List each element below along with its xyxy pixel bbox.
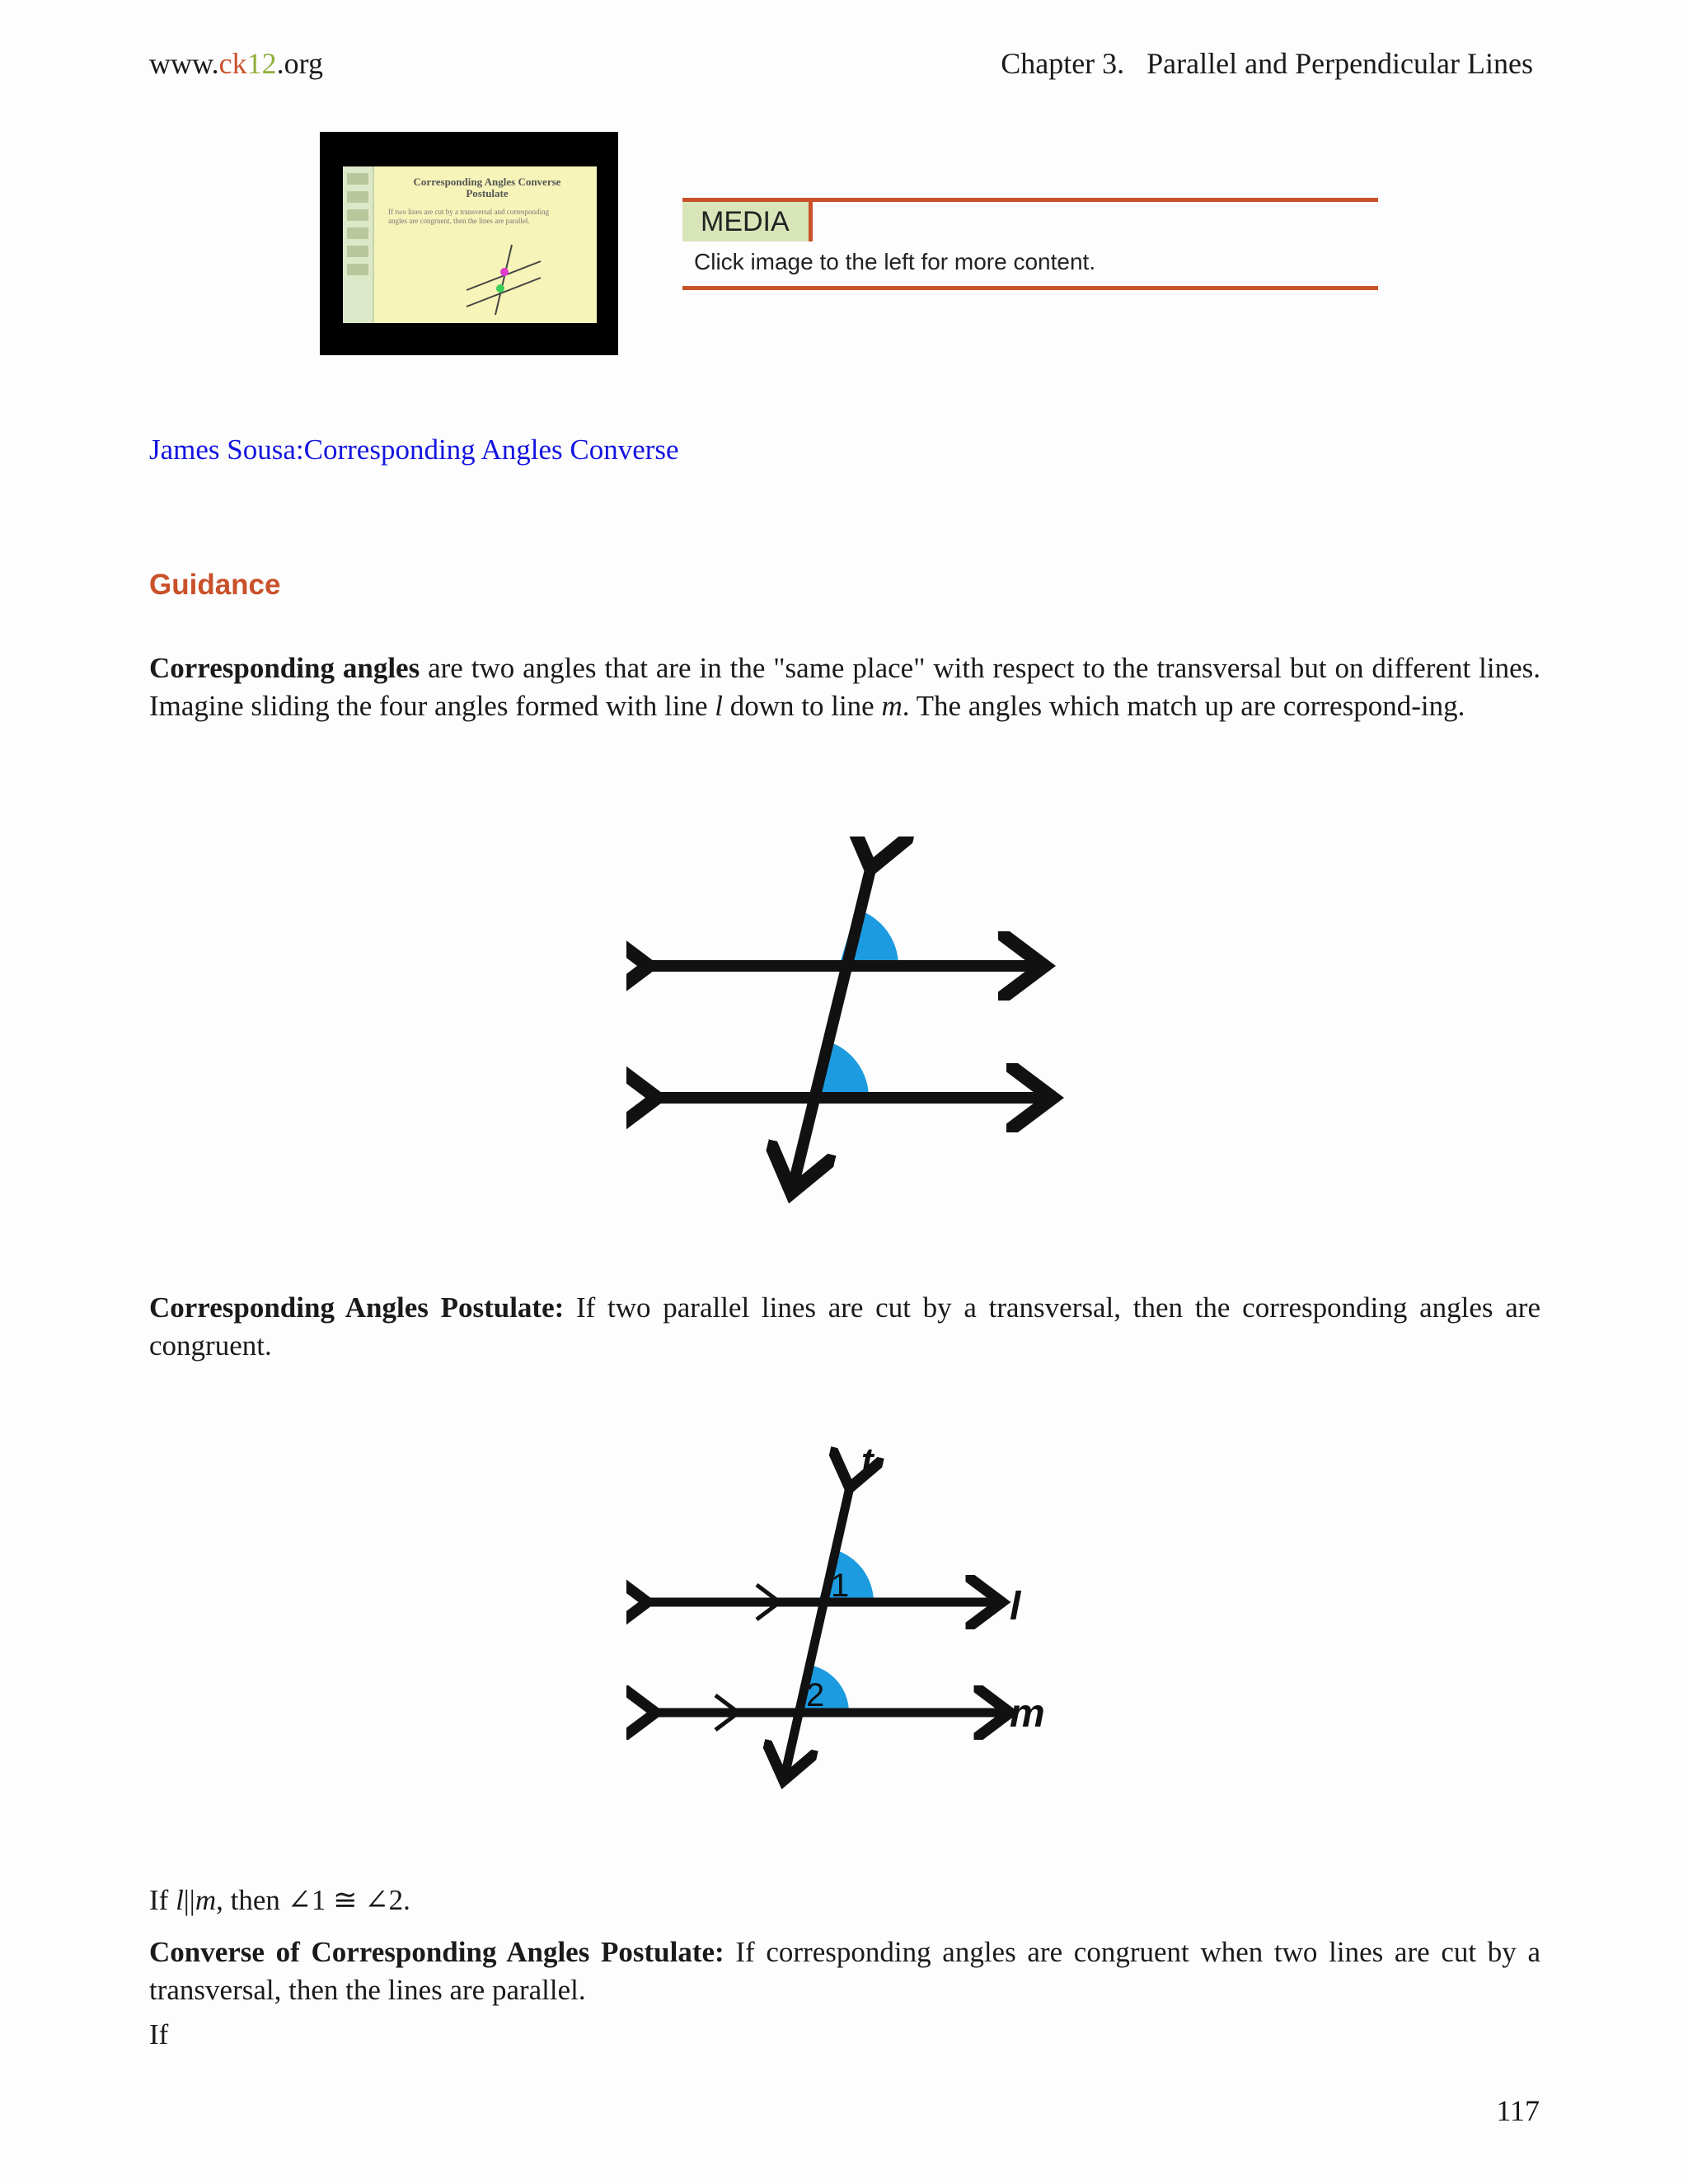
thumbnail-title: Corresponding Angles Converse Postulate	[413, 176, 561, 199]
label-l: l	[1010, 1585, 1021, 1629]
angle-1-label: 1	[831, 1568, 850, 1604]
thumbnail-text: If two lines are cut by a transversal and corresponding angles are congruent, then the lines are parallel.	[388, 208, 550, 225]
media-label: MEDIA	[682, 202, 813, 241]
paragraph-converse: Converse of Corresponding Angles Postulate: If corresponding angles are congruent when two lines are cut by a transversal, then the lines are parallel.	[149, 1936, 1540, 2006]
page-number: 117	[1496, 2094, 1540, 2127]
angle-2-label: 2	[806, 1677, 825, 1713]
site-url[interactable]: www.ck12.org	[149, 47, 323, 80]
labeled-corresponding-angles-figure	[626, 1438, 1071, 1793]
video-thumbnail[interactable]	[320, 132, 618, 355]
thumbnail-slide	[343, 166, 597, 323]
label-m: m	[1010, 1692, 1045, 1736]
thumbnail-diagram	[343, 166, 597, 323]
media-note: Click image to the left for more content.	[694, 249, 1096, 274]
media-bottom-rule	[682, 286, 1378, 290]
paragraph-postulate: Corresponding Angles Postulate: If two parallel lines are cut by a transversal, then the corresponding angles are congruent.	[149, 1291, 1540, 1361]
label-t: t	[861, 1441, 874, 1481]
chapter-title: Chapter 3. Parallel and Perpendicular Lines	[1001, 47, 1533, 80]
corresponding-angles-figure	[626, 837, 1071, 1207]
media-box	[682, 198, 1378, 290]
paragraph-if: If	[149, 2018, 169, 2050]
paragraph-if-parallel: If l||m, then ∠1 ≅ ∠2.	[149, 1884, 410, 1916]
video-link[interactable]: James Sousa:Corresponding Angles Converse	[149, 434, 679, 466]
section-heading: Guidance	[149, 569, 281, 601]
paragraph-corresponding-angles: Corresponding angles are two angles that are in the "same place" with respect to the transversal but on different lines. Imagine sliding the four angles formed with line l down to line m. The angles which match up are correspond-ing.	[149, 652, 1540, 722]
